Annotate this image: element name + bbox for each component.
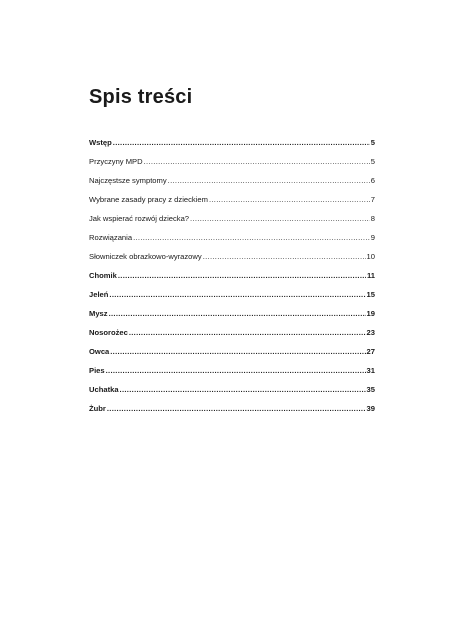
- toc-dot-leader: [109, 290, 365, 299]
- toc-entry-page-number: 5: [370, 138, 375, 147]
- toc-dot-leader: [168, 176, 370, 185]
- toc-entry-page-number: 31: [366, 366, 375, 375]
- toc-entry-label: Pies: [89, 366, 105, 375]
- toc-entry-label: Wybrane zasady pracy z dzieckiem: [89, 195, 208, 204]
- toc-entry-label: Rozwiązania: [89, 233, 133, 242]
- toc-dot-leader: [129, 328, 366, 337]
- toc-entry-label: Uchatka: [89, 385, 119, 394]
- toc-dot-leader: [133, 233, 370, 242]
- toc-dot-leader: [107, 404, 366, 413]
- toc-entry: [89, 328, 375, 347]
- toc-entry-page-number: 23: [366, 328, 375, 337]
- toc-entry-label: Żubr: [89, 404, 106, 413]
- toc-entry-page-number: 15: [366, 290, 375, 299]
- toc-entry: [89, 385, 375, 404]
- toc-entry: [89, 214, 375, 233]
- toc-dot-leader: [120, 385, 366, 394]
- toc-entry-page-number: 35: [366, 385, 375, 394]
- toc-entry-label: Owca: [89, 347, 110, 356]
- toc-dot-leader: [118, 271, 366, 280]
- toc-entry: [89, 252, 375, 271]
- toc-entry-label: Najczęstsze symptomy: [89, 176, 167, 185]
- toc-dot-leader: [144, 157, 370, 166]
- toc-entry-page-number: 9: [370, 233, 375, 242]
- toc-entry: [89, 271, 375, 290]
- toc-entry: [89, 309, 375, 328]
- toc-entry: [89, 404, 375, 423]
- toc-entry-label: Jeleń: [89, 290, 109, 299]
- toc-entry: [89, 138, 375, 157]
- toc-dot-leader: [113, 138, 370, 147]
- toc-entry-page-number: 19: [366, 309, 375, 318]
- toc-dot-leader: [190, 214, 370, 223]
- toc-dot-leader: [109, 309, 366, 318]
- toc-entry-page-number: 6: [370, 176, 375, 185]
- toc-entry-label: Mysz: [89, 309, 108, 318]
- page-title: Spis treści: [89, 86, 193, 109]
- toc-entry: [89, 157, 375, 176]
- toc-entry-page-number: 11: [366, 271, 375, 280]
- toc-entry-page-number: 7: [370, 195, 375, 204]
- toc-dot-leader: [209, 195, 370, 204]
- toc-dot-leader: [203, 252, 366, 261]
- toc-entry-page-number: 27: [366, 347, 375, 356]
- toc-entry-page-number: 5: [370, 157, 375, 166]
- toc-entry-label: Słowniczek obrazkowo-wyrazowy: [89, 252, 202, 261]
- toc-entry: [89, 195, 375, 214]
- toc-entry: [89, 176, 375, 195]
- toc-entry-page-number: 8: [370, 214, 375, 223]
- toc-entry-page-number: 10: [366, 252, 375, 261]
- toc-entry: [89, 366, 375, 385]
- table-of-contents: [89, 138, 375, 423]
- toc-dot-leader: [110, 347, 365, 356]
- toc-entry: [89, 233, 375, 252]
- toc-entry-label: Wstęp: [89, 138, 112, 147]
- toc-entry-page-number: 39: [366, 404, 375, 413]
- toc-entry-label: Chomik: [89, 271, 117, 280]
- toc-entry: [89, 290, 375, 309]
- toc-entry-label: Nosorożec: [89, 328, 128, 337]
- toc-entry-label: Jak wspierać rozwój dziecka?: [89, 214, 190, 223]
- toc-entry: [89, 347, 375, 366]
- toc-entry-label: Przyczyny MPD: [89, 157, 143, 166]
- toc-dot-leader: [106, 366, 366, 375]
